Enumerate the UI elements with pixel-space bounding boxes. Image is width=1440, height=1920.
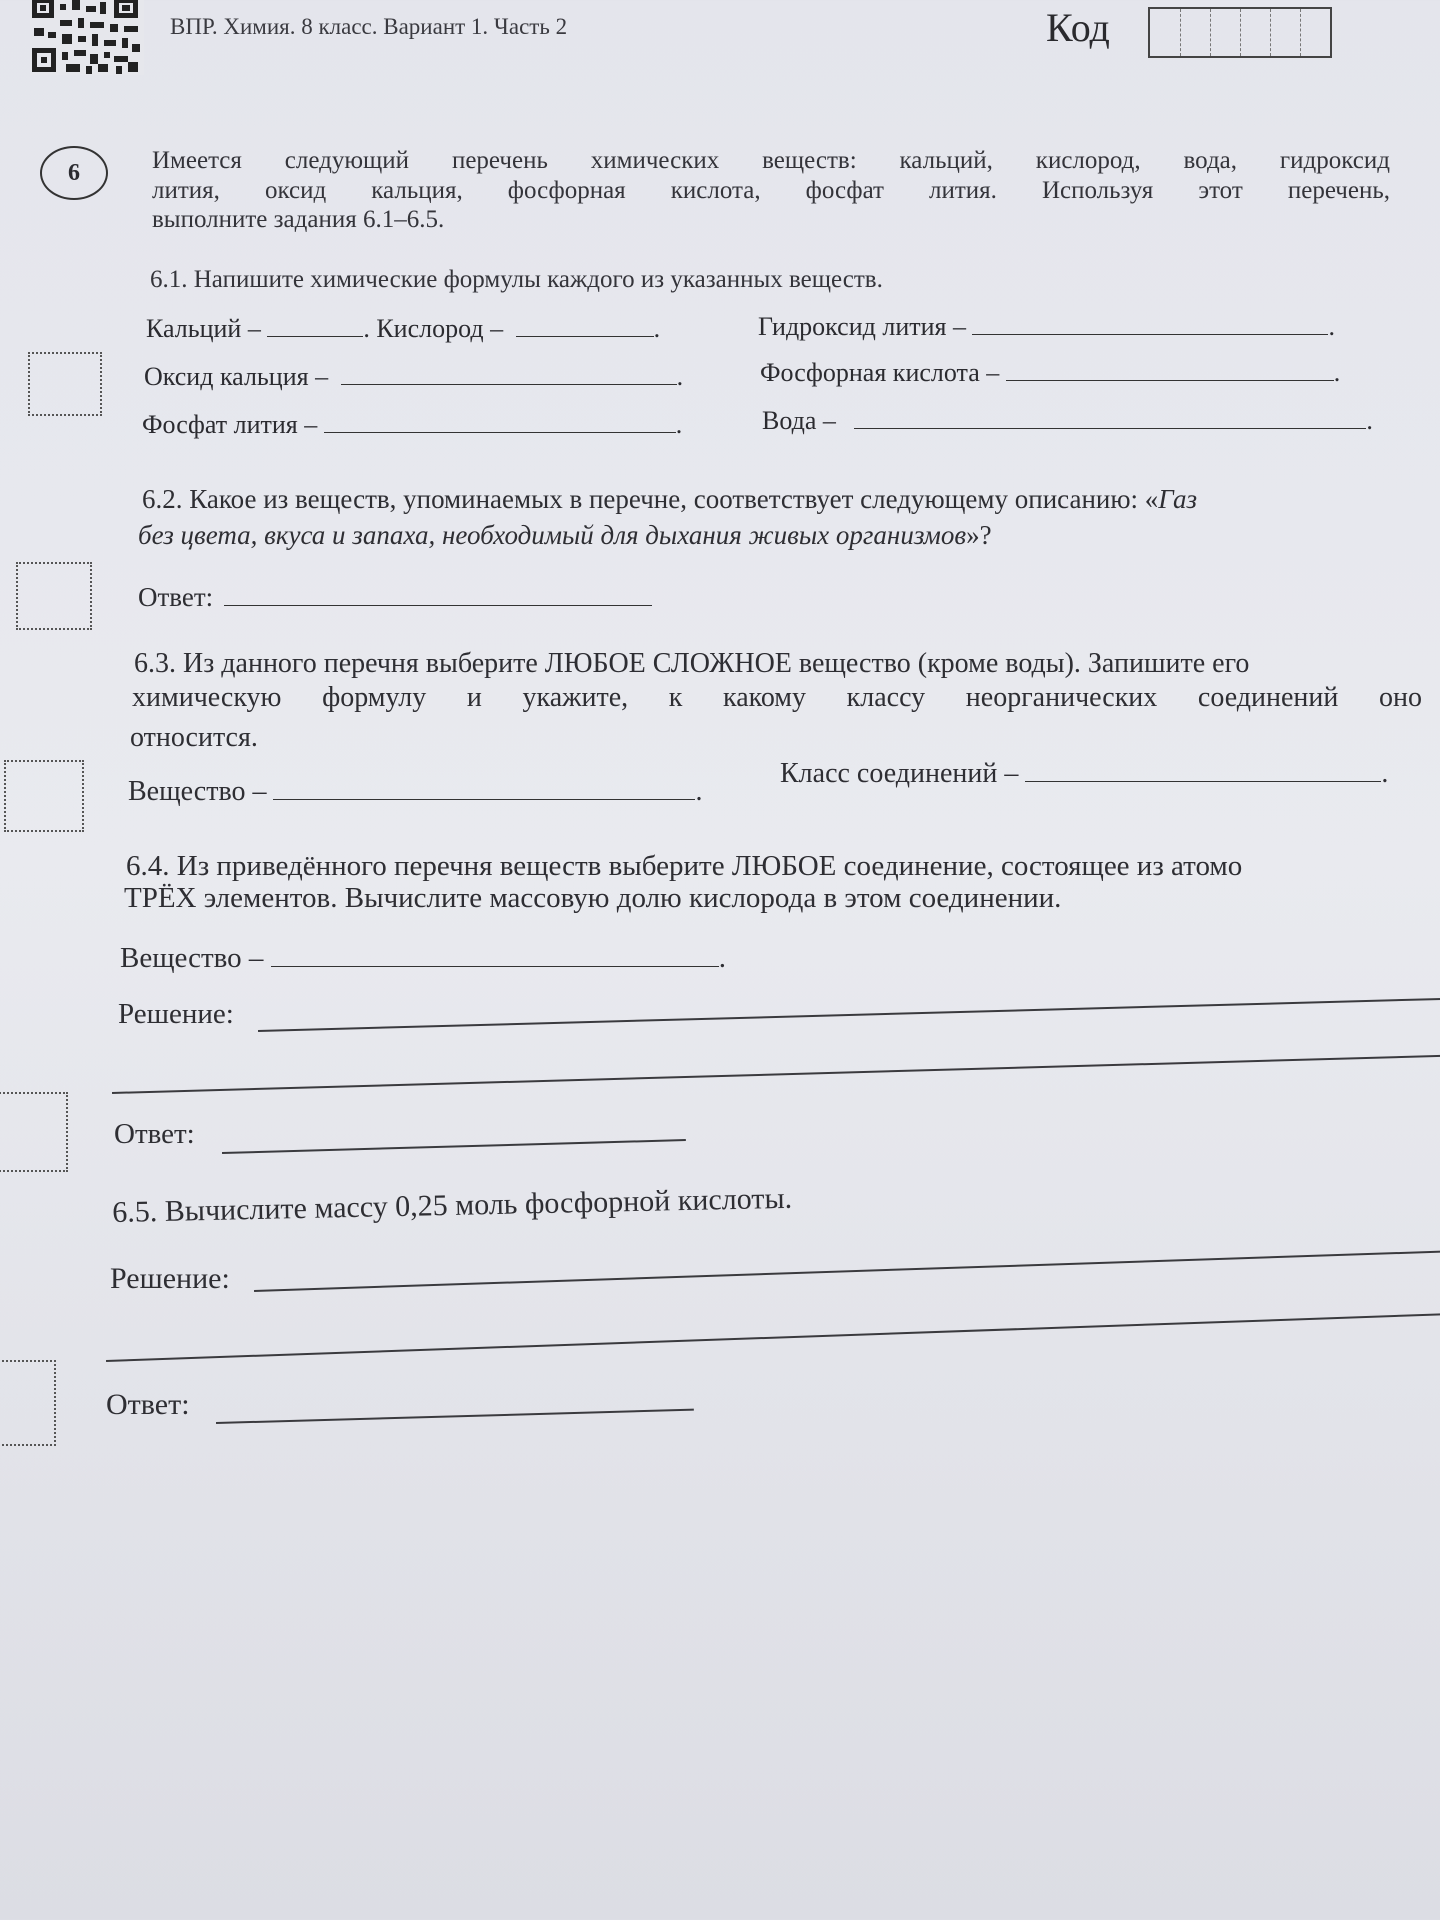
task-intro-line: Имеется следующий перечень химических веществ: кальций, кислород, вода, гидроксид bbox=[152, 147, 1390, 174]
score-box-6-1[interactable] bbox=[28, 352, 102, 416]
task-6-4-line: ТРЁХ элементов. Вычислите массовую долю кислорода в этом соединении. bbox=[124, 882, 1062, 914]
score-box-6-4[interactable] bbox=[0, 1092, 68, 1172]
answer-6-4-row bbox=[114, 1118, 195, 1151]
lithium-hydroxide-answer-blank[interactable] bbox=[972, 314, 1328, 335]
solution-6-5-line[interactable] bbox=[106, 1313, 1440, 1361]
answer-6-5-label: Ответ: bbox=[106, 1388, 190, 1421]
score-box-6-5[interactable] bbox=[0, 1360, 56, 1446]
code-cell-divider bbox=[1240, 9, 1241, 56]
answer-6-2-blank[interactable] bbox=[224, 585, 652, 606]
substance-6-4-label: Вещество – bbox=[120, 942, 264, 974]
qr-code-image bbox=[30, 0, 144, 75]
task-6-2-quote-end: »? bbox=[966, 520, 992, 550]
calcium-answer-blank[interactable] bbox=[267, 316, 363, 337]
solution-6-4-line[interactable] bbox=[258, 998, 1440, 1032]
score-box-6-2[interactable] bbox=[16, 562, 92, 630]
calcium-oxide-row: Оксид кальция – . bbox=[144, 362, 684, 391]
task-number-badge bbox=[40, 146, 108, 200]
header-title: ВПР. Химия. 8 класс. Вариант 1. Часть 2 bbox=[170, 14, 568, 39]
code-cell-divider bbox=[1210, 9, 1211, 56]
task-6-2-quote-start: Газ bbox=[1158, 484, 1198, 514]
substance-6-3-label: Вещество – bbox=[128, 776, 267, 807]
task-6-5-title: 6.5. Вычислите массу 0,25 моль фосфорной кислоты. bbox=[112, 1181, 793, 1229]
lithium-phosphate-row: Фосфат лития – . bbox=[142, 410, 683, 439]
substance-6-3-row: Вещество – . bbox=[128, 776, 703, 807]
water-answer-blank[interactable] bbox=[854, 408, 1366, 429]
calcium-label: Кальций – bbox=[146, 314, 261, 343]
substance-6-4-blank[interactable] bbox=[271, 946, 719, 967]
answer-6-4-blank[interactable] bbox=[222, 1139, 686, 1154]
water-row: Вода – . bbox=[762, 406, 1373, 435]
class-6-3-blank[interactable] bbox=[1025, 761, 1381, 782]
oxygen-answer-blank[interactable] bbox=[516, 316, 654, 337]
task-6-3-line: относится. bbox=[130, 722, 258, 753]
phosphoric-acid-row: Фосфорная кислота – . bbox=[760, 358, 1341, 387]
task-number: 6 bbox=[68, 159, 80, 186]
calcium-row: Кальций – . Кислород – . bbox=[146, 314, 661, 343]
code-label: Код bbox=[1046, 5, 1110, 50]
lithium-phosphate-answer-blank[interactable] bbox=[324, 412, 676, 433]
substance-6-4-row: Вещество – . bbox=[120, 942, 726, 974]
task-6-2-text: 6.2. Какое из веществ, упоминаемых в перечне, соответствует следующему описанию: « bbox=[142, 484, 1159, 514]
substance-6-3-blank[interactable] bbox=[273, 779, 695, 800]
calcium-oxide-label: Оксид кальция – bbox=[144, 362, 329, 391]
code-input[interactable] bbox=[1148, 7, 1332, 58]
phosphoric-acid-label: Фосфорная кислота – bbox=[760, 358, 1000, 387]
code-cell-divider bbox=[1180, 9, 1181, 56]
task-intro-line: лития, оксид кальция, фосфорная кислота, фосфат лития. Используя этот перечень, bbox=[152, 177, 1390, 204]
code-cell-divider bbox=[1300, 9, 1301, 56]
oxygen-label: . Кислород – bbox=[363, 314, 504, 343]
task-6-2-line1 bbox=[142, 484, 1197, 515]
task-6-1-title: 6.1. Напишите химические формулы каждого из указанных веществ. bbox=[150, 266, 883, 293]
class-6-3-label: Класс соединений – bbox=[780, 758, 1019, 789]
solution-6-5-line[interactable] bbox=[254, 1251, 1440, 1292]
water-label: Вода – bbox=[762, 406, 836, 435]
lithium-hydroxide-label: Гидроксид лития – bbox=[758, 312, 966, 341]
solution-6-5-label: Решение: bbox=[110, 1262, 230, 1295]
solution-6-4-line[interactable] bbox=[112, 1055, 1440, 1094]
phosphoric-acid-answer-blank[interactable] bbox=[1006, 360, 1334, 381]
task-6-3-line: химическую формулу и укажите, к какому классу неорганических соединений оно bbox=[132, 682, 1422, 713]
answer-6-2-row bbox=[138, 582, 652, 613]
task-intro-line: выполните задания 6.1–6.5. bbox=[152, 206, 445, 233]
answer-6-5-row bbox=[106, 1388, 190, 1422]
answer-6-4-label: Ответ: bbox=[114, 1118, 195, 1150]
answer-6-5-blank[interactable] bbox=[216, 1409, 694, 1424]
score-box-6-3[interactable] bbox=[4, 760, 84, 832]
task-6-4-line: 6.4. Из приведённого перечня веществ выберите ЛЮБОЕ соединение, состоящее из атомо bbox=[126, 850, 1243, 882]
calcium-oxide-answer-blank[interactable] bbox=[341, 364, 677, 385]
lithium-hydroxide-row: Гидроксид лития – . bbox=[758, 312, 1335, 341]
code-cell-divider bbox=[1270, 9, 1271, 56]
class-6-3-row: Класс соединений – . bbox=[780, 758, 1389, 789]
task-6-2-line2 bbox=[138, 520, 992, 551]
task-6-3-line: 6.3. Из данного перечня выберите ЛЮБОЕ СЛОЖНОЕ вещество (кроме воды). Запишите его bbox=[134, 648, 1250, 679]
answer-6-2-label: Ответ: bbox=[138, 582, 214, 612]
solution-6-4-label: Решение: bbox=[118, 998, 234, 1030]
task-6-2-quote: без цвета, вкуса и запаха, необходимый для дыхания живых организмов bbox=[138, 520, 967, 550]
lithium-phosphate-label: Фосфат лития – bbox=[142, 410, 318, 439]
